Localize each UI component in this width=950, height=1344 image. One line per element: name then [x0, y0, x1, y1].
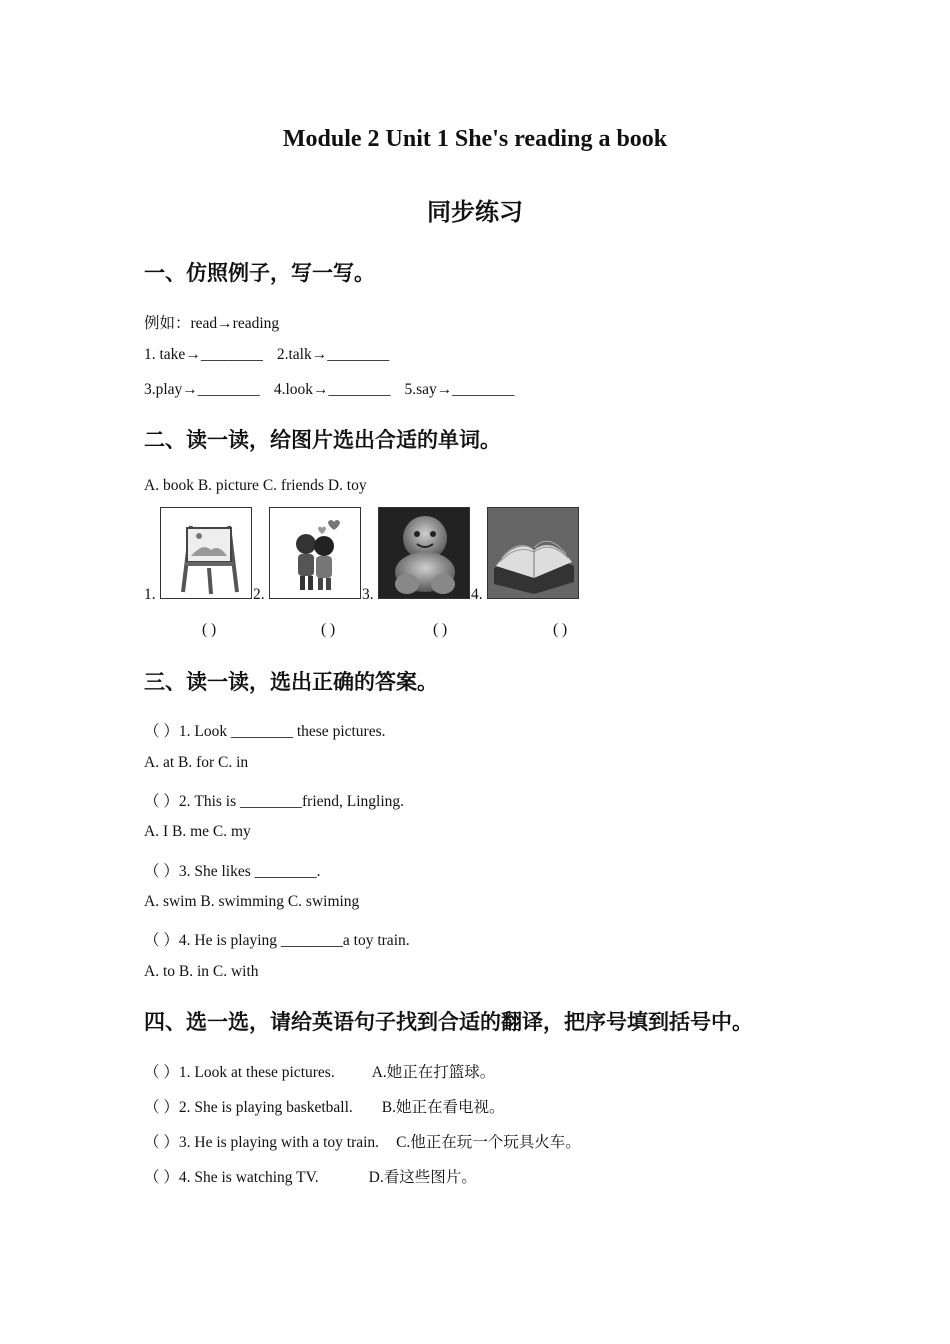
section1-item-2: 2.talk→________ — [276, 346, 390, 363]
page-subtitle: 同步练习 — [427, 200, 523, 226]
section4-sentence-4: （ ）4. She is watching TV. — [144, 1169, 319, 1186]
section1-row2 — [144, 381, 514, 399]
section3-question-2: （ ）2. This is ________friend, Lingling. — [144, 793, 405, 810]
section3-question-1: （ ）1. Look ________ these pictures. — [144, 723, 386, 740]
page-title: Module 2 Unit 1 She's reading a book — [282, 126, 668, 152]
section4-row-2 — [144, 1095, 505, 1117]
section4-translation-a: A.她正在打篮球。 — [371, 1064, 496, 1081]
picture-answer-1[interactable]: ( ) — [202, 621, 217, 638]
picture-number-4: 4. — [471, 586, 483, 603]
section1-item-5: 5.say→________ — [404, 381, 515, 398]
picture-answer-4[interactable]: ( ) — [553, 621, 568, 638]
section4-heading: 四、选一选，请给英语句子找到合适的翻译，把序号填到括号中。 — [144, 1010, 753, 1034]
section1-item-1: 1. take→________ — [144, 346, 263, 363]
section3-heading: 三、读一读，选出正确的答案。 — [144, 670, 438, 694]
easel-icon — [161, 508, 252, 599]
section4-sentence-2: （ ）2. She is playing basketball. — [144, 1099, 353, 1116]
picture-answer-3[interactable]: ( ) — [433, 621, 448, 638]
section3-options-3: A. swim B. swimming C. swiming — [144, 893, 360, 910]
picture-number-1: 1. — [144, 586, 156, 603]
section1-row1 — [144, 346, 389, 364]
picture-toy — [378, 507, 470, 599]
section3-options-2: A. I B. me C. my — [144, 823, 251, 840]
book-icon — [488, 508, 579, 599]
section4-sentence-3: （ ）3. He is playing with a toy train. — [144, 1134, 380, 1151]
section3-options-1: A. at B. for C. in — [144, 754, 249, 771]
friends-icon — [270, 508, 361, 599]
section1-item-3: 3.play→________ — [144, 381, 260, 398]
section4-row-3 — [144, 1130, 581, 1152]
picture-number-3: 3. — [362, 586, 374, 603]
section4-row-4 — [144, 1165, 477, 1187]
section4-translation-b: B.她正在看电视。 — [381, 1099, 505, 1116]
section4-sentence-1: （ ）1. Look at these pictures. — [144, 1064, 335, 1081]
picture-friends — [269, 507, 361, 599]
picture-easel — [160, 507, 252, 599]
toy-icon — [379, 508, 470, 599]
section2-heading: 二、读一读，给图片选出合适的单词。 — [144, 428, 501, 452]
section3-options-4: A. to B. in C. with — [144, 963, 259, 980]
section4-translation-c: C.他正在玩一个玩具火车。 — [396, 1134, 581, 1151]
section1-heading: 一、仿照例子，写一写。 — [144, 261, 375, 285]
picture-number-2: 2. — [253, 586, 265, 603]
section4-translation-d: D.看这些图片。 — [368, 1169, 477, 1186]
section3-question-4: （ ）4. He is playing ________a toy train. — [144, 932, 410, 949]
picture-answer-2[interactable]: ( ) — [321, 621, 336, 638]
section2-options: A. book B. picture C. friends D. toy — [144, 477, 367, 494]
section4-row-1 — [144, 1060, 495, 1082]
section1-item-4: 4.look→________ — [273, 381, 391, 398]
section1-example: 例如：read→reading — [144, 315, 280, 332]
section3-question-3: （ ）3. She likes ________. — [144, 863, 321, 880]
picture-book — [487, 507, 579, 599]
